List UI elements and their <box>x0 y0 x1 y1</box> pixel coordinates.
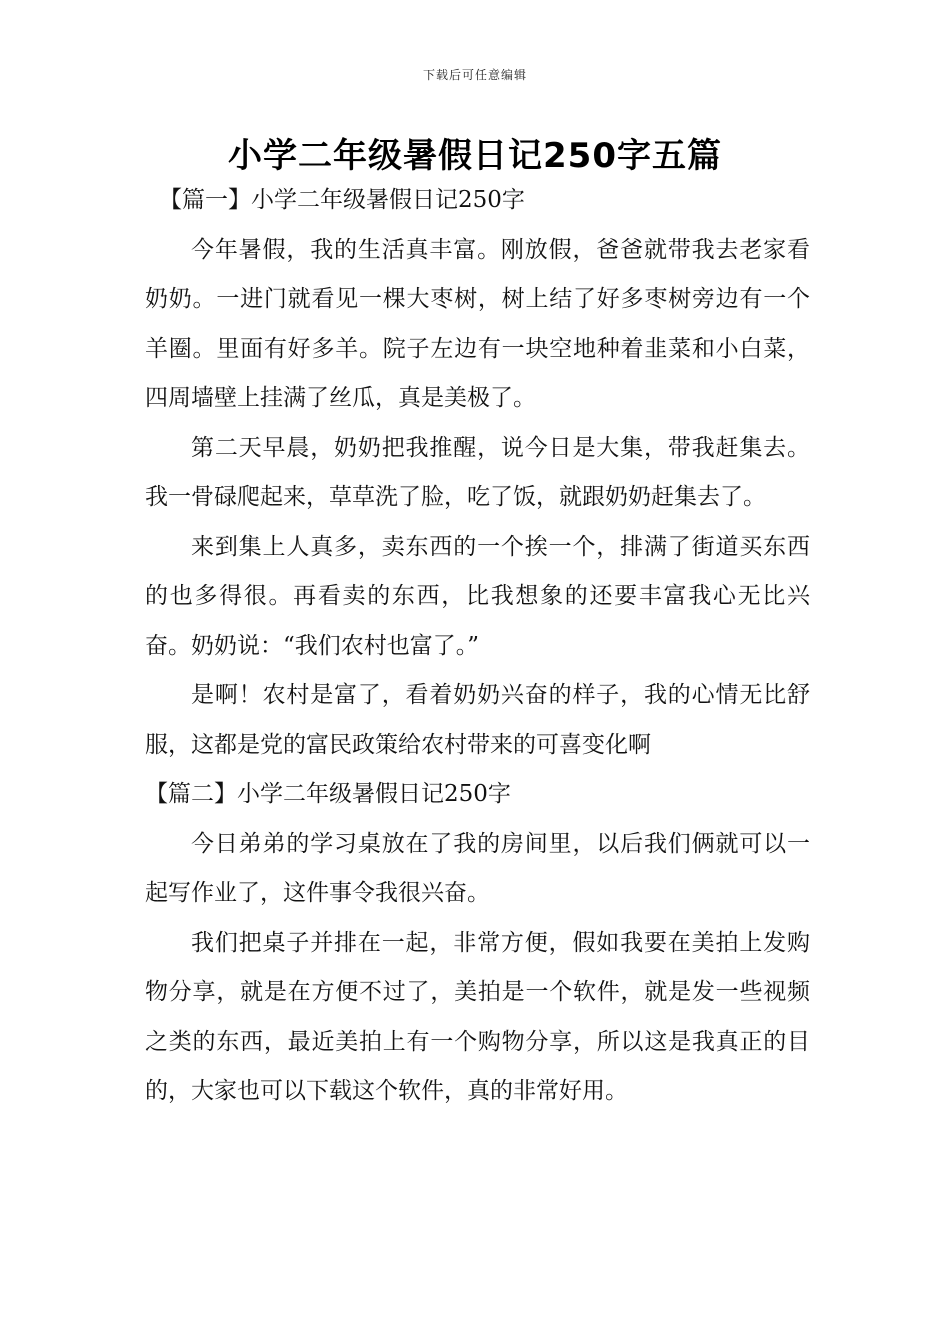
paragraph: 今日弟弟的学习桌放在了我的房间里，以后我们俩就可以一起写作业了，这件事令我很兴奋。 <box>145 830 810 906</box>
section-heading-1: 【篇一】小学二年级暑假日记250字 <box>159 187 525 213</box>
paragraph: 来到集上人真多，卖东西的一个挨一个，排满了街道买东西的也多得很。再看卖的东西，比我想象的还要丰富我心无比兴奋。奶奶说：“我们农村也富了。” <box>145 533 810 659</box>
document-title: 小学二年级暑假日记250字五篇 <box>228 136 722 176</box>
paragraph: 我们把桌子并排在一起，非常方便，假如我要在美拍上发购物分享，就是在方便不过了，美拍是一个软件，就是发一些视频之类的东西，最近美拍上有一个购物分享，所以这是我真正的目的，大家也可以下载这个软件，真的非常好用。 <box>145 929 810 1104</box>
paragraph: 是啊！农村是富了，看着奶奶兴奋的样子，我的心情无比舒服，这都是党的富民政策给农村带来的可喜变化啊 <box>145 682 810 758</box>
paragraph: 今年暑假，我的生活真丰富。刚放假，爸爸就带我去老家看奶奶。一进门就看见一棵大枣树，树上结了好多枣树旁边有一个羊圈。里面有好多羊。院子左边有一块空地种着韭菜和小白菜，四周墙壁上挂满了丝瓜，真是美极了。 <box>145 236 810 411</box>
header-note: 下载后可任意编辑 <box>422 68 527 82</box>
section-heading-2: 【篇二】小学二年级暑假日记250字 <box>145 781 511 807</box>
document-body <box>145 176 810 1117</box>
paragraph: 第二天早晨，奶奶把我推醒，说今日是大集，带我赶集去。我一骨碌爬起来，草草洗了脸，吃了饭，就跟奶奶赶集去了。 <box>145 434 810 510</box>
